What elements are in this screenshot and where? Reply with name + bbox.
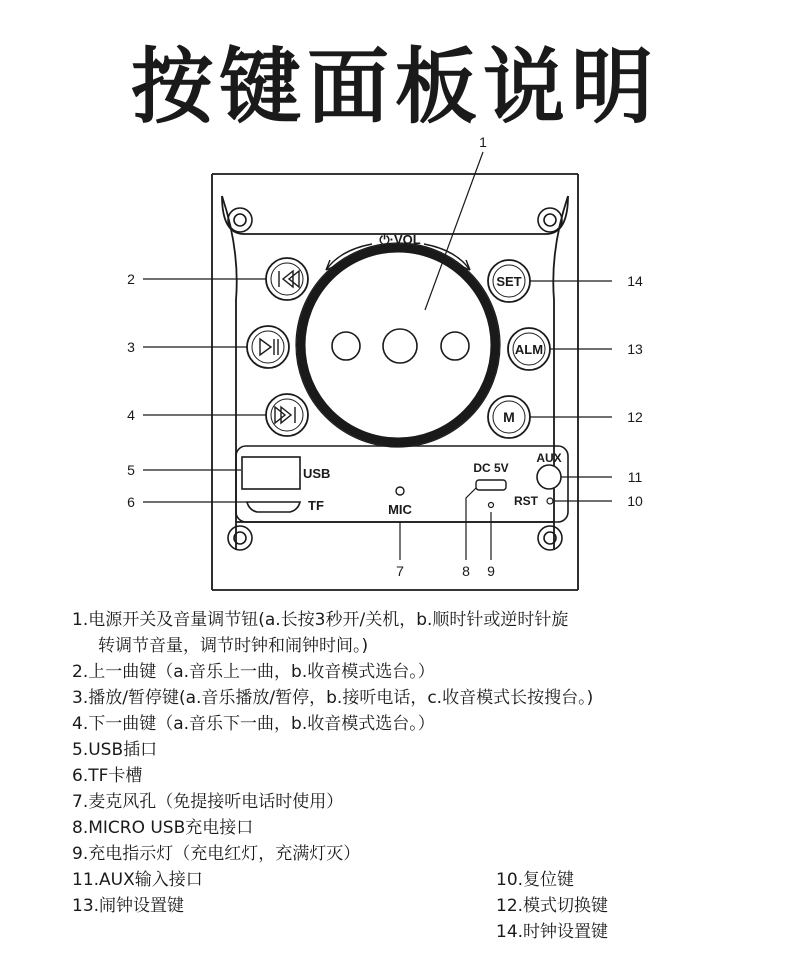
alarm-button[interactable]	[508, 328, 550, 370]
desc-2: 2.上一曲键（a.音乐上一曲，b.收音模式选台。）	[72, 662, 435, 682]
mode-button[interactable]	[488, 396, 530, 438]
callout-9: 9	[487, 563, 495, 579]
desc-5: 5.USB插口	[72, 740, 158, 760]
page-title: 按键面板说明	[130, 40, 659, 135]
callout-10: 10	[627, 493, 643, 509]
desc-14: 14.时钟设置键	[496, 922, 609, 942]
set-label: SET	[496, 274, 522, 289]
set-button[interactable]	[488, 260, 530, 302]
previous-track-button[interactable]	[266, 258, 308, 300]
mic-label: MIC	[388, 502, 412, 517]
callout-2: 2	[127, 271, 135, 287]
callout-13: 13	[627, 341, 643, 357]
aux-jack[interactable]	[537, 465, 561, 489]
usb-label: USB	[303, 466, 331, 481]
desc-1b: 转调节音量，调节时钟和闹钟时间。)	[98, 636, 369, 656]
vol-label: ⏻·VOL	[379, 232, 421, 247]
callout-12: 12	[627, 409, 643, 425]
next-track-button[interactable]	[266, 394, 308, 436]
desc-12: 12.模式切换键	[496, 896, 609, 916]
rst-label: RST	[514, 494, 538, 508]
desc-11: 11.AUX输入接口	[72, 870, 203, 890]
alm-label: ALM	[514, 342, 544, 357]
desc-9: 9.充电指示灯（充电红灯，充满灯灭）	[72, 844, 361, 864]
desc-7: 7.麦克风孔（免提接听电话时使用）	[72, 792, 344, 812]
dc5v-label: DC 5V	[473, 461, 509, 475]
callout-3: 3	[127, 339, 135, 355]
screw-icon-bottom-right	[538, 526, 562, 550]
desc-6: 6.TF卡槽	[72, 766, 143, 786]
screw-icon-bottom-left	[228, 526, 252, 550]
callout-8: 8	[462, 563, 470, 579]
callout-6: 6	[127, 494, 135, 510]
mic-hole	[396, 487, 404, 495]
micro-usb-port[interactable]	[476, 480, 506, 490]
screw-icon-top-right	[538, 208, 562, 232]
reset-button[interactable]	[547, 498, 553, 504]
desc-1a: 1.电源开关及音量调节钮(a.长按3秒开/关机，b.顺时针或逆时针旋	[72, 610, 569, 630]
panel-outline	[222, 196, 568, 234]
tf-slot[interactable]	[247, 502, 300, 512]
desc-3: 3.播放/暂停键(a.音乐播放/暂停，b.接听电话，c.收音模式长按搜台。)	[72, 688, 594, 708]
callout-11: 11	[627, 469, 643, 485]
m-label: M	[503, 409, 515, 425]
usb-port[interactable]	[242, 457, 300, 489]
play-pause-button[interactable]	[247, 326, 289, 368]
tf-label: TF	[308, 498, 324, 513]
charge-indicator-light	[489, 503, 494, 508]
callout-4: 4	[127, 407, 135, 423]
aux-label: AUX	[536, 451, 562, 465]
desc-8: 8.MICRO USB充电接口	[72, 818, 254, 838]
volume-knob[interactable]	[296, 243, 500, 447]
desc-13: 13.闹钟设置键	[72, 896, 185, 916]
callout-5: 5	[127, 462, 135, 478]
desc-10: 10.复位键	[496, 870, 575, 890]
callout-14: 14	[627, 273, 643, 289]
callout-7: 7	[396, 563, 404, 579]
description-list	[72, 608, 772, 920]
screw-icon-top-left	[228, 208, 252, 232]
callout-1: 1	[479, 134, 487, 150]
desc-4: 4.下一曲键（a.音乐下一曲，b.收音模式选台。）	[72, 714, 435, 734]
